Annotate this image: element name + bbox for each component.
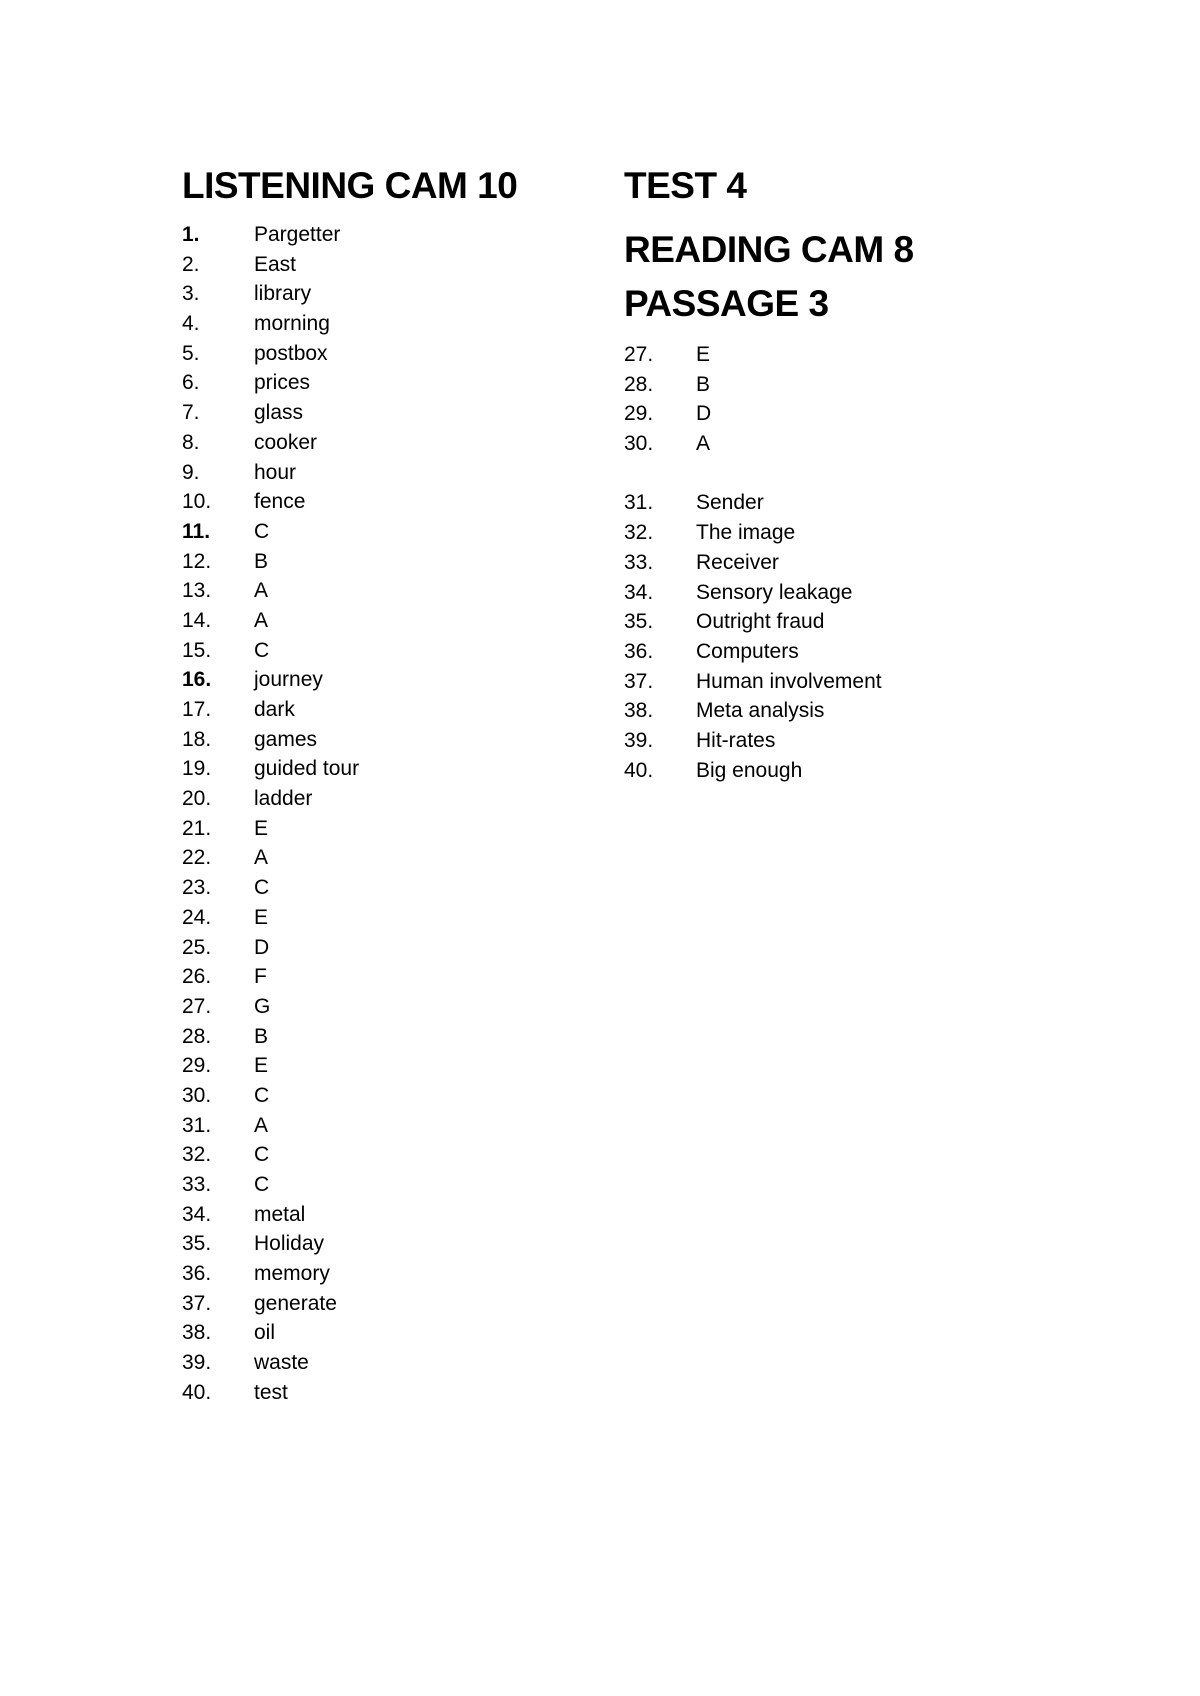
question-number: 22.	[182, 846, 212, 870]
list-item	[182, 725, 602, 755]
list-item	[624, 696, 1144, 726]
answer-text: Receiver	[696, 550, 779, 574]
answer-text: generate	[254, 1291, 337, 1315]
answer-text: morning	[254, 312, 330, 336]
question-number: 7.	[182, 401, 200, 425]
answer-text: C	[254, 876, 270, 900]
list-item	[182, 368, 602, 398]
question-number: 25.	[182, 935, 212, 959]
answer-text: E	[696, 343, 711, 366]
list-item	[182, 517, 602, 547]
answer-text: games	[254, 727, 318, 751]
list-item	[182, 1289, 602, 1319]
question-number: 32.	[624, 521, 654, 545]
question-number: 27.	[182, 994, 212, 1018]
list-item	[624, 399, 1144, 429]
answer-text: D	[254, 935, 270, 959]
question-number: 14.	[182, 608, 212, 632]
question-number: 38.	[624, 699, 654, 723]
reading-section	[624, 158, 1144, 785]
question-number: 26.	[182, 965, 212, 989]
answer-text: C	[254, 1083, 270, 1107]
answer-text: prices	[254, 371, 311, 395]
list-item	[182, 962, 602, 992]
answer-text: A	[254, 846, 269, 870]
answer-text: Pargetter	[254, 223, 341, 246]
list-item	[624, 488, 1144, 518]
listening-title: LISTENING CAM 10	[182, 165, 518, 206]
list-item	[182, 1348, 602, 1378]
question-number: 21.	[182, 816, 212, 840]
list-item	[182, 309, 602, 339]
question-number: 28.	[182, 1024, 212, 1048]
list-item	[182, 903, 602, 933]
list-item	[182, 279, 602, 309]
list-item	[182, 1081, 602, 1111]
list-item	[182, 576, 602, 606]
list-item	[182, 1200, 602, 1230]
question-number: 35.	[182, 1232, 212, 1256]
list-item	[182, 1259, 602, 1289]
answer-text: A	[254, 579, 269, 603]
answer-text: East	[254, 252, 297, 276]
list-item	[182, 339, 602, 369]
answer-text: Big enough	[696, 758, 803, 782]
listening-answer-list	[182, 220, 602, 1408]
question-number: 8.	[182, 430, 200, 454]
question-number: 30.	[624, 432, 654, 456]
question-number: 37.	[182, 1291, 212, 1315]
answer-text: glass	[254, 401, 304, 425]
answer-text: A	[254, 608, 269, 632]
question-number: 31.	[624, 491, 654, 515]
answer-text: Hit-rates	[696, 728, 776, 752]
answer-text: G	[254, 994, 271, 1018]
question-number: 29.	[182, 1054, 212, 1078]
answer-text: E	[254, 816, 269, 840]
question-number: 27.	[624, 343, 654, 366]
answer-text: fence	[254, 490, 306, 514]
question-number: 39.	[624, 728, 654, 752]
question-number: 38.	[182, 1321, 212, 1345]
list-item	[624, 667, 1144, 697]
answer-text: F	[254, 965, 267, 989]
reading-answer-group-b	[624, 488, 1144, 785]
answer-text: ladder	[254, 787, 313, 811]
list-item	[182, 428, 602, 458]
list-item	[182, 665, 602, 695]
list-item	[182, 547, 602, 577]
question-number: 32.	[182, 1143, 212, 1167]
question-number: 34.	[624, 580, 654, 604]
answer-text: journey	[254, 668, 323, 692]
list-item	[182, 636, 602, 666]
answer-text: dark	[254, 698, 295, 721]
question-number: 13.	[182, 579, 212, 603]
answer-text: Human involvement	[696, 669, 882, 693]
list-item	[182, 1111, 602, 1141]
answer-text: Holiday	[254, 1232, 325, 1256]
list-item	[182, 1051, 602, 1081]
list-item	[182, 784, 602, 814]
question-number: 23.	[182, 876, 212, 900]
question-number: 20.	[182, 787, 212, 811]
list-item	[624, 637, 1144, 667]
list-item	[182, 754, 602, 784]
list-item	[182, 398, 602, 428]
question-number: 24.	[182, 905, 212, 929]
answer-text: E	[254, 1054, 269, 1078]
answer-text: The image	[696, 521, 796, 545]
question-number: 5.	[182, 341, 200, 365]
answer-text: Outright fraud	[696, 610, 825, 634]
question-number: 40.	[182, 1380, 212, 1404]
question-number: 28.	[624, 372, 654, 396]
answer-text: Computers	[696, 639, 799, 663]
list-item	[182, 1022, 602, 1052]
list-item	[182, 843, 602, 873]
list-item	[182, 695, 602, 725]
question-number: 19.	[182, 757, 212, 781]
answer-text: Sender	[696, 491, 764, 515]
list-item	[624, 370, 1144, 400]
answer-text: Meta analysis	[696, 699, 825, 723]
question-number: 39.	[182, 1351, 212, 1375]
question-number: 40.	[624, 758, 654, 782]
list-item	[182, 458, 602, 488]
answer-text: test	[254, 1380, 288, 1404]
list-item	[182, 814, 602, 844]
list-item	[182, 933, 602, 963]
list-item	[182, 873, 602, 903]
answer-text: B	[254, 1024, 269, 1048]
question-number: 3.	[182, 282, 200, 306]
answer-text: C	[254, 1173, 270, 1196]
list-item	[182, 1229, 602, 1259]
answer-text: guided tour	[254, 757, 360, 781]
list-item	[182, 992, 602, 1022]
list-item	[182, 220, 602, 250]
answer-text: library	[254, 282, 312, 306]
reading-answer-list	[624, 340, 1144, 785]
question-number: 18.	[182, 727, 212, 751]
list-item	[624, 429, 1144, 459]
answer-text: B	[254, 549, 269, 573]
answer-text: B	[696, 372, 711, 396]
question-number: 35.	[624, 610, 654, 634]
question-number: 6.	[182, 371, 200, 395]
list-item	[182, 606, 602, 636]
question-number: 1.	[182, 223, 200, 246]
question-number: 34.	[182, 1202, 212, 1226]
question-number: 10.	[182, 490, 212, 514]
question-number: 15.	[182, 638, 212, 662]
answer-text: hour	[254, 460, 297, 484]
answer-text: postbox	[254, 341, 328, 365]
reading-title: READING CAM 8	[624, 229, 914, 270]
answer-text: C	[254, 638, 270, 662]
question-number: 36.	[182, 1262, 212, 1286]
passage-title: PASSAGE 3	[624, 283, 829, 324]
question-number: 4.	[182, 312, 200, 336]
answer-text: A	[254, 1113, 269, 1137]
answer-text: memory	[254, 1262, 330, 1286]
list-item	[182, 1318, 602, 1348]
question-number: 30.	[182, 1083, 212, 1107]
answer-text: A	[696, 432, 711, 456]
list-item	[624, 340, 1144, 370]
question-number: 29.	[624, 402, 654, 426]
question-number: 2.	[182, 252, 200, 276]
list-item	[624, 726, 1144, 756]
list-item	[624, 548, 1144, 578]
question-number: 31.	[182, 1113, 212, 1137]
list-item	[624, 607, 1144, 637]
answer-text: Sensory leakage	[696, 580, 853, 604]
answer-text: D	[696, 402, 712, 426]
reading-answer-group-a	[624, 340, 1144, 459]
list-item	[182, 487, 602, 517]
list-spacer	[624, 459, 1144, 489]
list-item	[182, 1378, 602, 1408]
test-title: TEST 4	[624, 165, 747, 206]
list-item	[182, 1140, 602, 1170]
list-item	[624, 756, 1144, 786]
question-number: 37.	[624, 669, 654, 693]
answer-text: C	[254, 519, 270, 543]
question-number: 9.	[182, 460, 200, 484]
answer-text: waste	[254, 1351, 309, 1375]
answer-text: C	[254, 1143, 270, 1167]
question-number: 33.	[624, 550, 654, 574]
answer-text: cooker	[254, 430, 318, 454]
answer-text: metal	[254, 1202, 306, 1226]
question-number: 17.	[182, 698, 212, 721]
question-number: 16.	[182, 668, 212, 692]
listening-section	[182, 158, 602, 1408]
list-item	[182, 1170, 602, 1200]
list-item	[624, 578, 1144, 608]
list-item	[182, 250, 602, 280]
answer-text: oil	[254, 1321, 276, 1345]
list-item	[624, 518, 1144, 548]
question-number: 11.	[182, 519, 211, 543]
question-number: 12.	[182, 549, 212, 573]
question-number: 33.	[182, 1173, 212, 1196]
question-number: 36.	[624, 639, 654, 663]
answer-text: E	[254, 905, 269, 929]
